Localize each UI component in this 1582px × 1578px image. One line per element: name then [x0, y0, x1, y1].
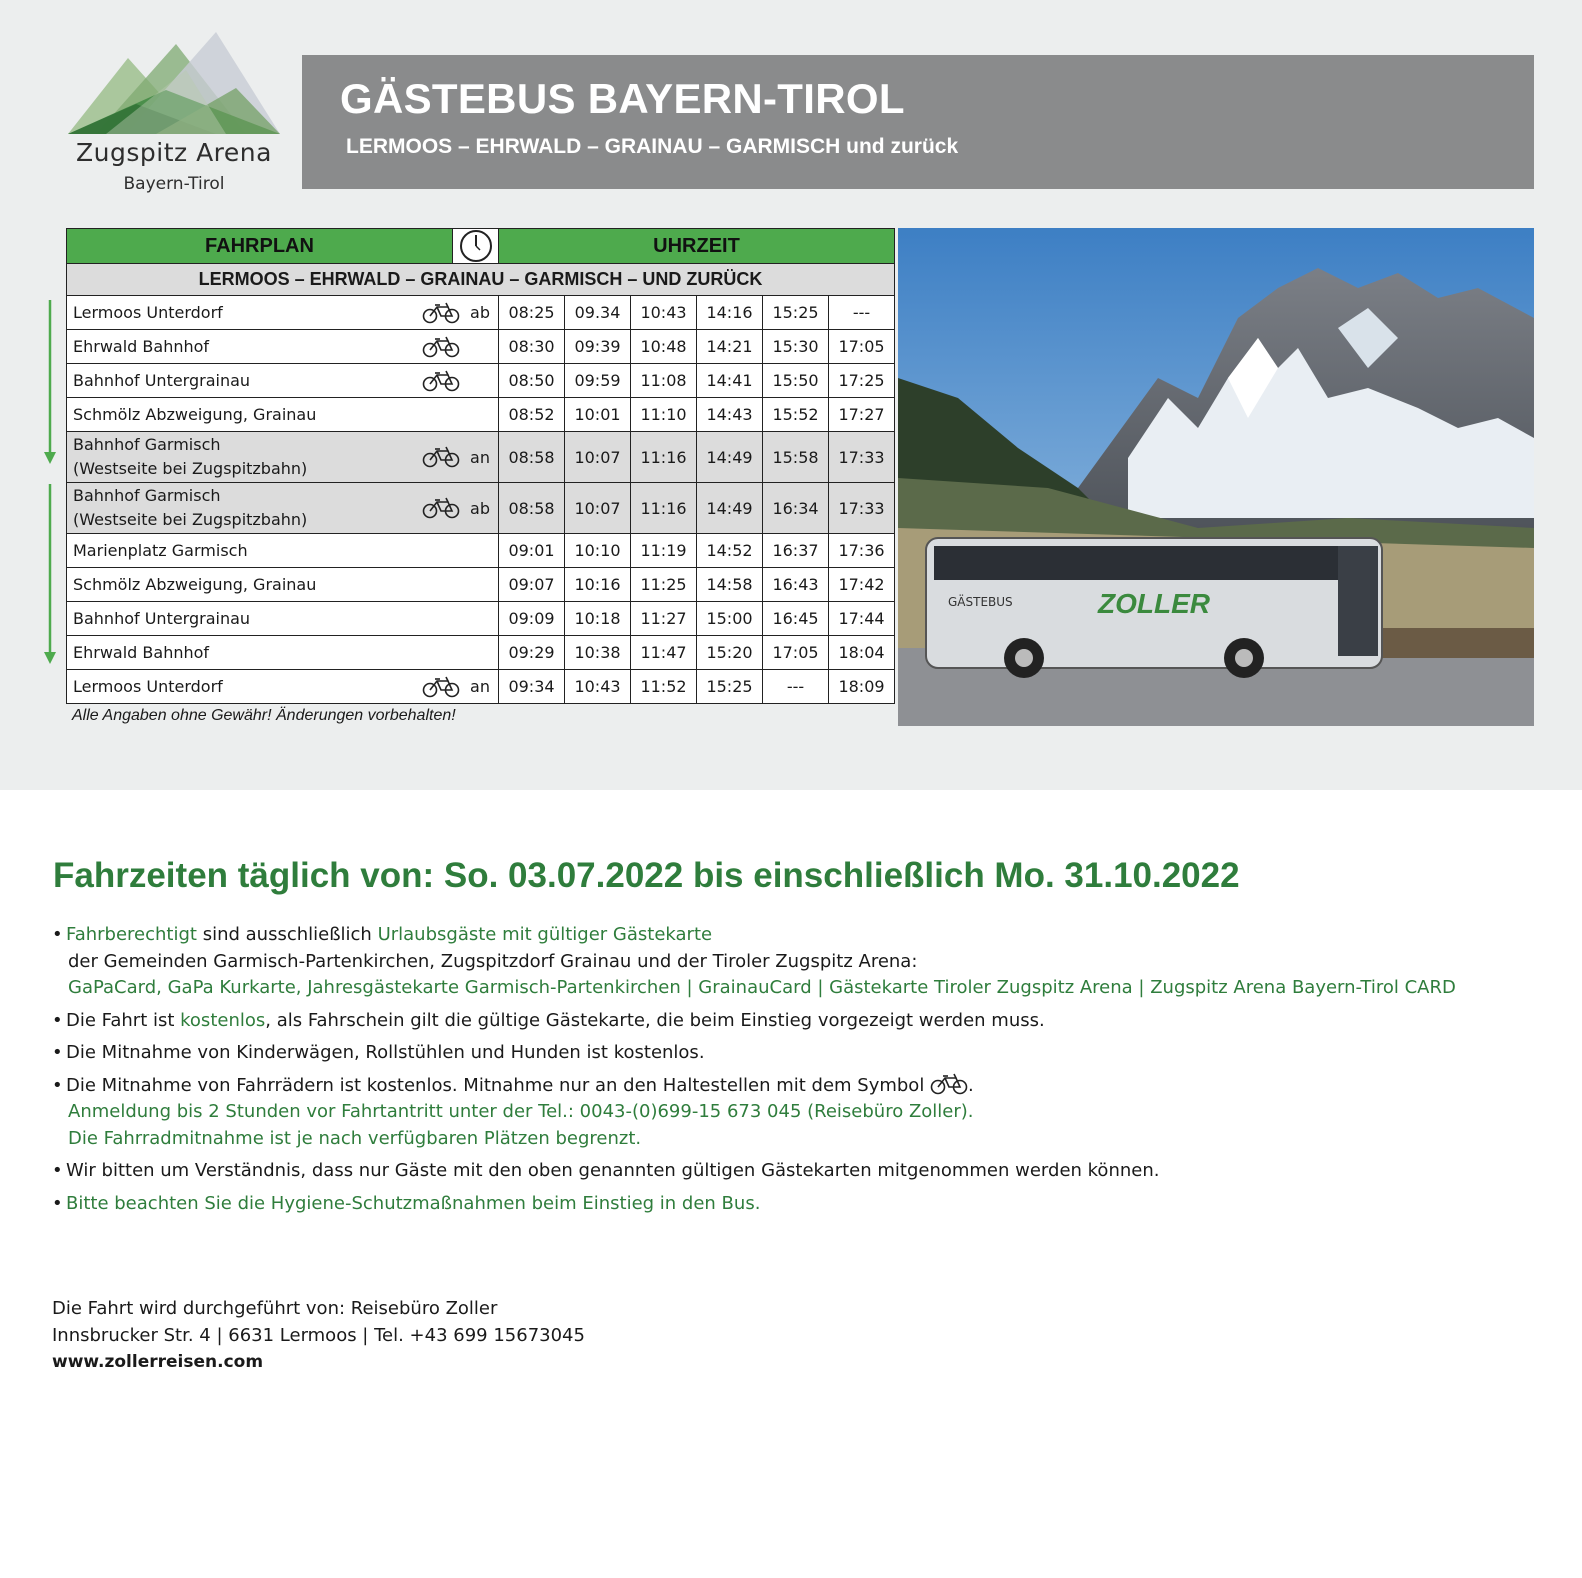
- departure-time: 08:58: [499, 432, 565, 483]
- departure-time: 09:39: [565, 330, 631, 364]
- route-row: [67, 264, 895, 296]
- bus-mountain-photo: [898, 228, 1534, 726]
- departure-time: 16:45: [763, 602, 829, 636]
- route-label: LERMOOS – EHRWALD – GRAINAU – GARMISCH – UND ZURÜCK: [67, 264, 895, 296]
- timetable-header-row: [67, 229, 895, 264]
- operator-line: Die Fahrt wird durchgeführt von: Reisebüro Zoller: [52, 1298, 498, 1319]
- bullet-text: der Gemeinden Garmisch-Partenkirchen, Zugspitzdorf Grainau und der Tiroler Zugspitz Arena:: [68, 950, 918, 972]
- bullet-text: Anmeldung bis 2 Stunden vor Fahrtantritt unter der Tel.: 0043-(0)699-15 673 045 (Reisebüro Zoller).: [68, 1101, 974, 1122]
- departure-time: 14:49: [697, 432, 763, 483]
- table-row: [67, 636, 895, 670]
- logo-title: Zugspitz Arena: [76, 138, 272, 167]
- departure-time: 15:20: [697, 636, 763, 670]
- stop-cell: [67, 636, 499, 670]
- stop-name: Lermoos Unterdorf: [73, 302, 223, 322]
- departure-time: 17:05: [763, 636, 829, 670]
- operator-info: [52, 1296, 585, 1376]
- bicycle-icon: [422, 336, 460, 358]
- stop-cell: [67, 602, 499, 636]
- table-row: [67, 568, 895, 602]
- stop-name: Bahnhof Garmisch: [73, 435, 221, 454]
- departure-time: ---: [763, 670, 829, 704]
- clock-icon: [453, 229, 499, 264]
- return-arrow-down-icon: [44, 484, 56, 666]
- departure-time: 17:44: [829, 602, 895, 636]
- stop-cell: [67, 568, 499, 602]
- departure-time: 11:25: [631, 568, 697, 602]
- stop-name-detail: (Westseite bei Zugspitzbahn): [73, 459, 308, 478]
- stop-name: Schmölz Abzweigung, Grainau: [73, 574, 317, 594]
- table-row: [67, 670, 895, 704]
- table-row: [67, 330, 895, 364]
- list-item: • Die Fahrt ist kostenlos, als Fahrschein gilt die gültige Gästekarte, die beim Einstieg vorgezeigt werden muss.: [52, 1009, 1045, 1031]
- departure-time: 11:16: [631, 483, 697, 534]
- departure-time: 18:09: [829, 670, 895, 704]
- departure-time: 16:34: [763, 483, 829, 534]
- departure-time: 08:52: [499, 398, 565, 432]
- table-row: [67, 432, 895, 483]
- page-subtitle: LERMOOS – EHRWALD – GRAINAU – GARMISCH und zurück: [346, 135, 959, 158]
- departure-time: 09:01: [499, 534, 565, 568]
- departure-time: 17:27: [829, 398, 895, 432]
- departure-time: ---: [829, 296, 895, 330]
- departure-time: 10:43: [631, 296, 697, 330]
- departure-time: 10:43: [565, 670, 631, 704]
- info-bullets: [52, 922, 1456, 1223]
- departure-time: 15:25: [697, 670, 763, 704]
- bullet-text: Die Fahrradmitnahme ist je nach verfügbaren Plätzen begrenzt.: [68, 1127, 642, 1149]
- bullet-text: Wir bitten um Verständnis, dass nur Gäste mit den oben genannten gültigen Gästekarten mitgenommen werden können.: [66, 1160, 1160, 1181]
- bicycle-icon: [930, 1073, 968, 1095]
- bicycle-icon: [422, 370, 460, 392]
- stop-cell: [67, 432, 499, 483]
- table-row: [67, 364, 895, 398]
- departure-time: 10:18: [565, 602, 631, 636]
- stop-cell: [67, 534, 499, 568]
- departure-time: 08:25: [499, 296, 565, 330]
- stop-name: Bahnhof Garmisch: [73, 486, 221, 505]
- bullet-text: Fahrberechtigt: [66, 924, 197, 945]
- bullet-text: sind ausschließlich: [196, 924, 378, 945]
- list-item: • Wir bitten um Verständnis, dass nur Gäste mit den oben genannten gültigen Gästekarten mitgenommen werden können.: [52, 1160, 1160, 1181]
- stop-cell: [67, 364, 499, 398]
- departure-time: 09:34: [499, 670, 565, 704]
- departure-time: 17:33: [829, 432, 895, 483]
- departure-time: 15:30: [763, 330, 829, 364]
- bus-sign-text: GÄSTEBUS: [948, 595, 1013, 609]
- stop-cell: [67, 670, 499, 704]
- bullet-text: .: [968, 1074, 974, 1096]
- departure-time: 15:58: [763, 432, 829, 483]
- departure-time: 09:29: [499, 636, 565, 670]
- table-row: [67, 296, 895, 330]
- departure-time: 18:04: [829, 636, 895, 670]
- departure-time: 16:37: [763, 534, 829, 568]
- departure-time: 10:01: [565, 398, 631, 432]
- bullet-text: Urlaubsgäste mit gültiger Gästekarte: [377, 924, 713, 945]
- departure-time: 17:25: [829, 364, 895, 398]
- departure-time: 15:50: [763, 364, 829, 398]
- departure-time: 17:42: [829, 568, 895, 602]
- stop-cell: [67, 296, 499, 330]
- departure-time: 09:09: [499, 602, 565, 636]
- departure-time: 10:10: [565, 534, 631, 568]
- bullet-text: , als Fahrschein gilt die gültige Gästekarte, die beim Einstieg vorgezeigt werden muss.: [265, 1009, 1045, 1031]
- departure-time: 11:47: [631, 636, 697, 670]
- stop-name: Bahnhof Untergrainau: [73, 370, 251, 390]
- departure-time: 15:00: [697, 602, 763, 636]
- stop-cell: [67, 330, 499, 364]
- validity-heading: Fahrzeiten täglich von: So. 03.07.2022 bis einschließlich Mo. 31.10.2022: [53, 856, 1240, 895]
- departure-time: 17:05: [829, 330, 895, 364]
- stop-name-detail: (Westseite bei Zugspitzbahn): [73, 510, 308, 529]
- stop-cell: [67, 398, 499, 432]
- address-line: Innsbrucker Str. 4 | 6631 Lermoos | Tel. +43 699 15673045: [52, 1324, 585, 1346]
- bullet-text: Die Mitnahme von Fahrrädern ist kostenlos. Mitnahme nur an den Haltestellen mit dem Symbol: [66, 1074, 931, 1096]
- stop-name: Bahnhof Untergrainau: [73, 608, 251, 628]
- departure-time: 11:27: [631, 602, 697, 636]
- mountain-logo-icon: [66, 30, 282, 140]
- disclaimer: Alle Angaben ohne Gewähr! Änderungen vorbehalten!: [72, 707, 456, 724]
- departure-time: 10:16: [565, 568, 631, 602]
- list-item: • Die Mitnahme von Fahrrädern ist kostenlos. Mitnahme nur an den Haltestellen mit dem Symbol . Anmeldung bis 2 Stunden vor Fahrtantritt unter der Tel.: 0043-(0)699-15 673 045 (Reisebüro Zoller). Die Fahrradmitnahme ist je nach verfügbaren Plätzen begrenzt.: [52, 1074, 974, 1149]
- bicycle-icon: [422, 497, 460, 519]
- bus-brand-text: ZOLLER: [1098, 588, 1210, 619]
- stop-name: Schmölz Abzweigung, Grainau: [73, 404, 317, 424]
- bicycle-icon: [422, 302, 460, 324]
- stop-name: Ehrwald Bahnhof: [73, 642, 210, 662]
- header-band: [302, 55, 1534, 189]
- departure-time: 14:16: [697, 296, 763, 330]
- departure-time: 10:48: [631, 330, 697, 364]
- bullet-text: Die Fahrt ist: [66, 1009, 181, 1031]
- departure-time: 14:41: [697, 364, 763, 398]
- departure-time: 10:07: [565, 483, 631, 534]
- arrival-departure-flag: an: [470, 447, 490, 467]
- departure-time: 16:43: [763, 568, 829, 602]
- bullet-text: kostenlos: [180, 1009, 266, 1031]
- table-row: [67, 483, 895, 534]
- table-row: [67, 602, 895, 636]
- list-item: • Fahrberechtigt sind ausschließlich Urlaubsgäste mit gültiger Gästekarte der Gemeinden Garmisch-Partenkirchen, Zugspitzdorf Grainau und der Tiroler Zugspitz Arena: GaPaCard, GaPa Kurkarte, Jahresgästekarte Garmisch-Partenkirchen | GrainauCard | Gästekarte Tiroler Zugspitz Arena | Zugspitz Arena Bayern-Tirol CARD: [52, 924, 1456, 998]
- departure-time: 10:38: [565, 636, 631, 670]
- departure-time: 14:43: [697, 398, 763, 432]
- departure-time: 09:59: [565, 364, 631, 398]
- departure-time: 09:07: [499, 568, 565, 602]
- table-row: [67, 534, 895, 568]
- departure-time: 11:16: [631, 432, 697, 483]
- arrival-departure-flag: ab: [470, 498, 490, 518]
- stop-cell: [67, 483, 499, 534]
- bicycle-icon: [422, 446, 460, 468]
- arrival-departure-flag: ab: [470, 303, 490, 322]
- uhrzeit-header: UHRZEIT: [499, 229, 895, 264]
- departure-time: 08:58: [499, 483, 565, 534]
- card-list: GaPaCard, GaPa Kurkarte, Jahresgästekarte Garmisch-Partenkirchen | GrainauCard | Gästekarte Tiroler Zugspitz Arena | Zugspitz Arena Bayern-Tirol CARD: [68, 977, 1456, 998]
- departure-time: 17:33: [829, 483, 895, 534]
- departure-time: 11:52: [631, 670, 697, 704]
- stop-name: Lermoos Unterdorf: [73, 676, 223, 696]
- bullet-text: Bitte beachten Sie die Hygiene-Schutzmaßnahmen beim Einstieg in den Bus.: [66, 1192, 761, 1214]
- departure-time: 08:30: [499, 330, 565, 364]
- direction-arrow-down-icon: [44, 300, 56, 466]
- page-title: GÄSTEBUS BAYERN-TIROL: [340, 75, 905, 122]
- departure-time: 14:49: [697, 483, 763, 534]
- departure-time: 14:58: [697, 568, 763, 602]
- bullet-text: Die Mitnahme von Kinderwägen, Rollstühlen und Hunden ist kostenlos.: [66, 1042, 705, 1063]
- departure-time: 15:25: [763, 296, 829, 330]
- departure-time: 11:19: [631, 534, 697, 568]
- departure-time: 11:08: [631, 364, 697, 398]
- departure-time: 09.34: [565, 296, 631, 330]
- departure-time: 17:36: [829, 534, 895, 568]
- table-row: [67, 398, 895, 432]
- logo-subtitle: Bayern-Tirol: [123, 174, 225, 194]
- stop-name: Marienplatz Garmisch: [73, 540, 248, 560]
- timetable: [66, 228, 895, 704]
- departure-time: 08:50: [499, 364, 565, 398]
- arrival-departure-flag: an: [470, 677, 490, 696]
- departure-time: 14:52: [697, 534, 763, 568]
- bicycle-icon: [422, 676, 460, 698]
- fahrplan-header: FAHRPLAN: [67, 229, 453, 264]
- list-item: • Die Mitnahme von Kinderwägen, Rollstühlen und Hunden ist kostenlos.: [52, 1042, 705, 1063]
- departure-time: 10:07: [565, 432, 631, 483]
- website-link[interactable]: www.zollerreisen.com: [52, 1352, 264, 1372]
- departure-time: 14:21: [697, 330, 763, 364]
- zugspitz-arena-logo: [66, 30, 282, 206]
- departure-time: 15:52: [763, 398, 829, 432]
- stop-name: Ehrwald Bahnhof: [73, 336, 210, 356]
- list-item: • Bitte beachten Sie die Hygiene-Schutzmaßnahmen beim Einstieg in den Bus.: [52, 1192, 761, 1214]
- departure-time: 11:10: [631, 398, 697, 432]
